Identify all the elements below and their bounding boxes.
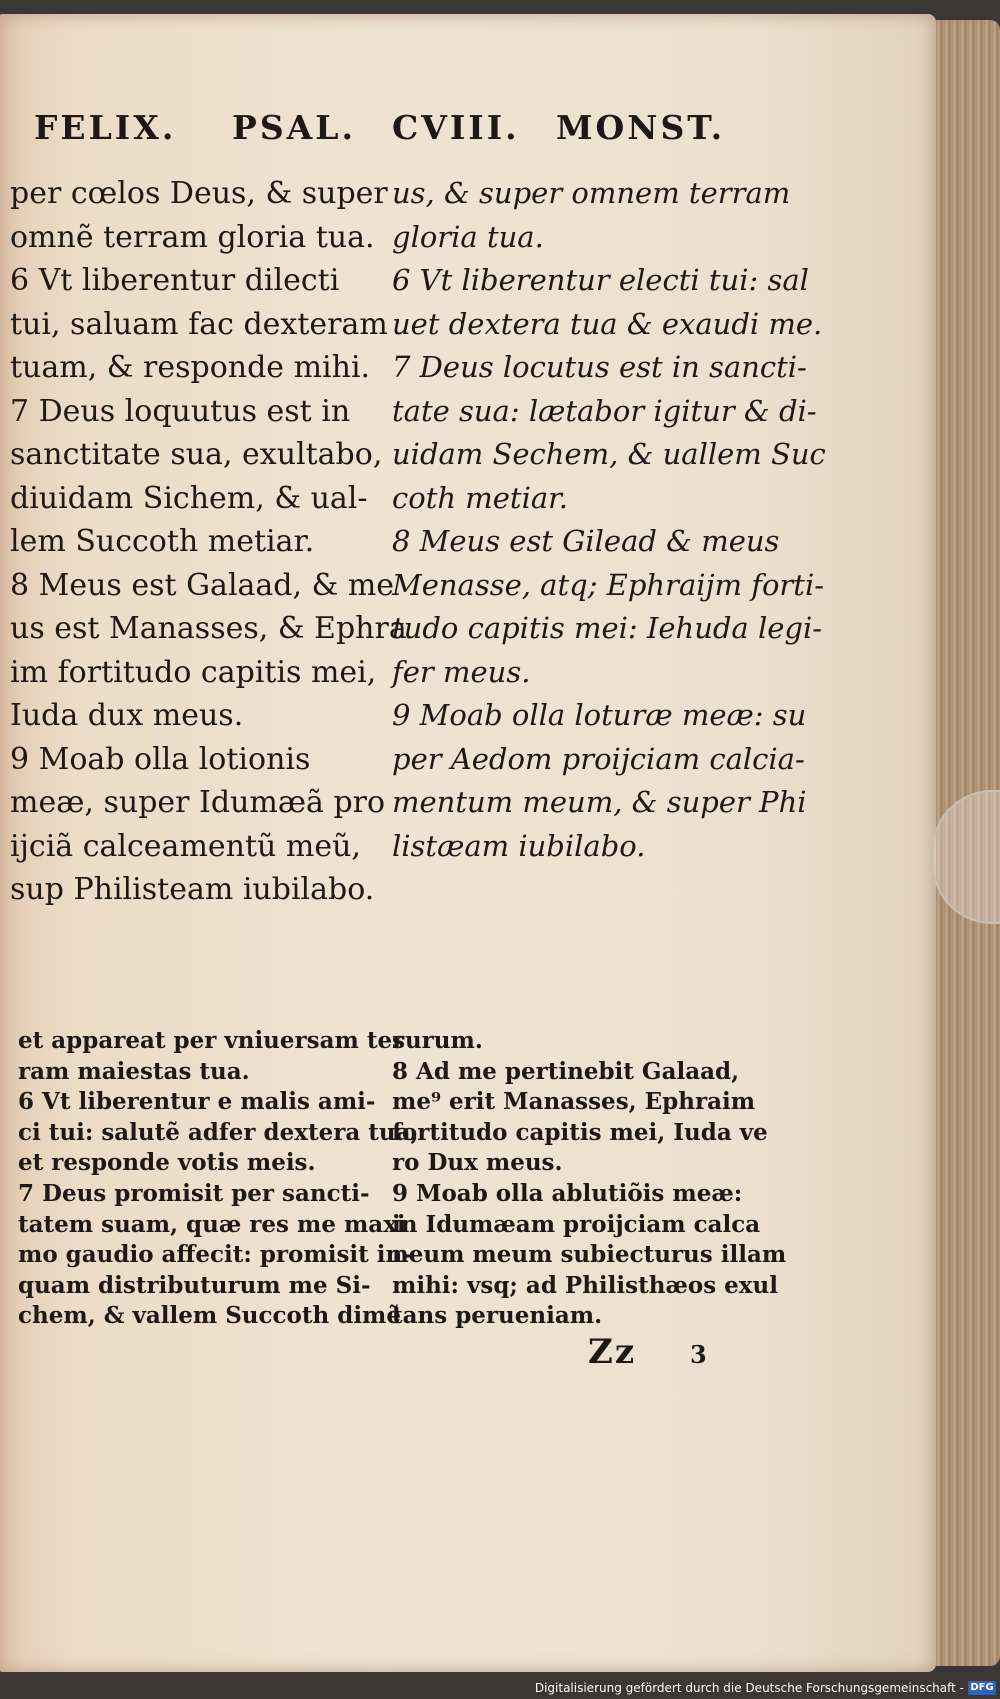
text-line: per cœlos Deus, & super: [10, 176, 388, 211]
text-line: uet dextera tua & exaudi me.: [392, 306, 823, 341]
text-line: fer meus.: [392, 654, 531, 689]
text-line: et responde votis meis.: [18, 1149, 316, 1177]
text-line: 7 Deus loquutus est in: [10, 393, 351, 429]
text-line: mihi: vsq; ad Philisthæos exul: [392, 1271, 778, 1299]
text-line: diuidam Sichem, & ual-: [10, 480, 368, 516]
text-line: 9 Moab olla ablutiõis meæ:: [392, 1179, 743, 1207]
text-line: per Aedom proijciam calcia-: [392, 741, 805, 776]
text-line: ram maiestas tua.: [18, 1057, 250, 1085]
text-line: Iuda dux meus.: [10, 698, 244, 733]
text-line: quam distributurum me Si-: [18, 1271, 371, 1299]
text-line: lem Succoth metiar.: [10, 524, 315, 559]
text-line: meæ, super Idumæã pro: [10, 785, 386, 820]
text-line: surum.: [392, 1027, 483, 1054]
right-upper-column: [392, 172, 826, 868]
text-line: ijciã calceamentũ meũ,: [10, 828, 361, 864]
text-line: tuam, & responde mihi.: [10, 350, 371, 385]
left-upper-column: [10, 172, 407, 912]
right-lower-column: [392, 1026, 812, 1332]
text-line: listæam iubilabo.: [392, 828, 646, 863]
text-line: 8 Meus est Galaad, & me: [10, 567, 395, 603]
text-line: 9 Moab olla loturæ meæ: su: [392, 698, 807, 732]
text-line: 7 Deus locutus est in sancti-: [392, 350, 807, 384]
text-line: 7 Deus promisit per sancti-: [18, 1179, 370, 1207]
dfg-logo: DFG: [968, 1681, 996, 1695]
text-line: 8 Ad me pertinebit Galaad,: [392, 1057, 740, 1085]
text-line: 6 Vt liberentur dilecti: [10, 263, 340, 298]
running-head-monst: MONST.: [556, 108, 726, 147]
text-line: mo gaudio affecit: promisit in-: [18, 1241, 412, 1269]
text-line: 9 Moab olla lotionis: [10, 741, 311, 777]
left-lower-column: [18, 1026, 419, 1332]
text-line: tui, saluam fac dexteram: [10, 306, 388, 342]
text-line: uidam Sechem, & uallem Suc: [392, 437, 826, 471]
text-line: et appareat per vniuersam ter: [18, 1027, 405, 1054]
text-line: ro Dux meus.: [392, 1149, 563, 1177]
text-line: tans perueniam.: [392, 1302, 603, 1330]
text-line: in Idumæam proijciam calca: [392, 1210, 761, 1238]
running-head: [0, 108, 936, 158]
text-line: chem, & vallem Succoth dimẽ: [18, 1302, 402, 1330]
text-line: Menasse, atq; Ephraijm forti-: [392, 567, 825, 602]
signature-mark: Zz: [588, 1332, 637, 1372]
text-line: 6 Vt liberentur e malis ami-: [18, 1088, 376, 1116]
text-line: neum meum subiecturus illam: [392, 1241, 787, 1269]
signature-number: 3: [690, 1340, 707, 1369]
text-line: 8 Meus est Gilead & meus: [392, 524, 780, 558]
text-line: us, & super omnem terram: [392, 176, 791, 210]
text-line: mentum meum, & super Phi: [392, 785, 807, 819]
running-head-felix: FELIX.: [34, 108, 177, 147]
text-line: sanctitate sua, exultabo,: [10, 437, 383, 472]
digitization-credit: Digitalisierung gefördert durch die Deutsche Forschungsgemeinschaft -: [534, 1681, 964, 1695]
text-line: tudo capitis mei: Iehuda legi-: [392, 611, 823, 645]
text-line: me⁹ erit Manasses, Ephraim: [392, 1088, 756, 1116]
running-head-psal: PSAL.: [232, 108, 356, 147]
text-line: coth metiar.: [392, 480, 569, 515]
text-line: ci tui: salutẽ adfer dextera tua,: [18, 1118, 419, 1146]
text-line: tatem suam, quæ res me maxi: [18, 1210, 406, 1238]
text-line: 6 Vt liberentur electi tui: sal: [392, 263, 809, 297]
running-head-number: CVIII.: [392, 108, 520, 147]
text-line: tate sua: lætabor igitur & di-: [392, 393, 817, 428]
text-line: us est Manasses, & Ephra: [10, 611, 407, 646]
text-line: gloria tua.: [392, 219, 544, 254]
text-line: sup Philisteam iubilabo.: [10, 872, 375, 907]
text-line: fortitudo capitis mei, Iuda ve: [392, 1118, 768, 1146]
text-line: im fortitudo capitis mei,: [10, 654, 377, 690]
text-line: omnẽ terram gloria tua.: [10, 219, 375, 255]
